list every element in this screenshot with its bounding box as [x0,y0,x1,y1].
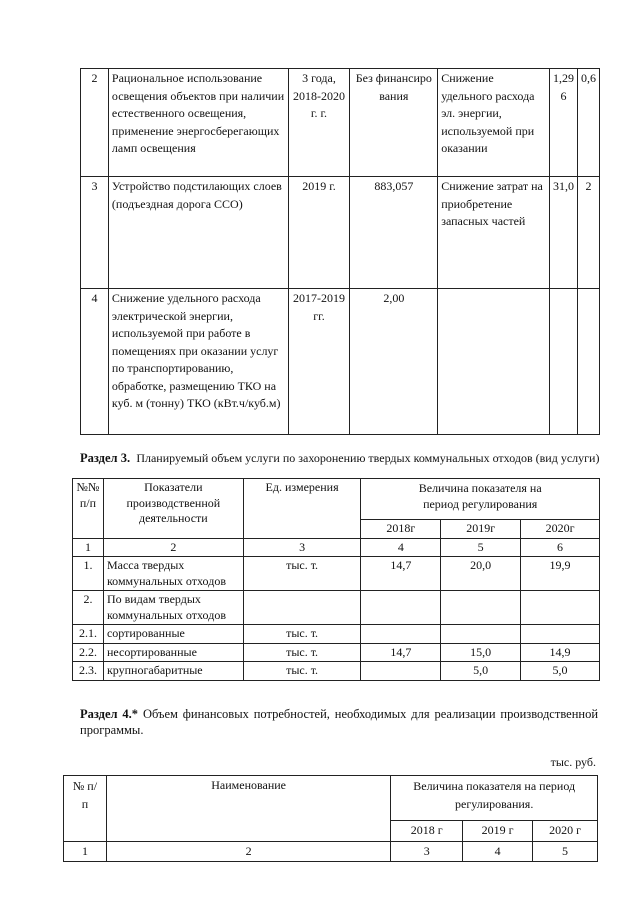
measure-value-2: 0,6 [577,69,599,177]
row-2019: 15,0 [441,643,521,662]
header-year-2018: 2018г [361,520,441,539]
measure-name: Устройство подстилающих слоев (подъездная дорога ССО) [108,177,288,289]
measure-name: Снижение удельного расхода электрической энергии, используемой при работе в помещениях при оказании услуг по транспортированию, обработке, размещению ТКО на куб. м (тонну) ТКО (кВт.ч/куб.м) [108,289,288,435]
header-num: № п/п [64,776,107,842]
header-indicator: Показатели производственной деятельности [103,479,243,539]
volume-table [72,478,600,681]
row-number: 2.3. [73,662,104,681]
colnum: 4 [463,841,533,862]
column-numbers-row [73,538,600,557]
measure-value-2: 2 [577,177,599,289]
row-unit: тыс. т. [243,643,361,662]
row-number: 4 [81,289,109,435]
row-number: 2 [81,69,109,177]
row-2018: 14,7 [361,643,441,662]
row-name: Масса твердых коммунальных отходов [103,557,243,591]
table-row [73,591,600,625]
measure-cost: 883,057 [350,177,438,289]
table-row [81,177,600,289]
row-number: 2.2. [73,643,104,662]
unit-note: тыс. руб. [550,755,596,769]
header-value: Величина показателя на период регулирования [361,479,600,520]
colnum: 5 [533,841,598,862]
colnum: 3 [243,538,361,557]
measure-period: 2017-2019 гг. [288,289,350,435]
section-4-label: Раздел 4.* [80,707,139,721]
section-4-heading [80,706,598,738]
header-value: Величина показателя на период регулирования. [391,776,598,821]
row-name: крупногабаритные [103,662,243,681]
row-name: сортированные [103,625,243,644]
measure-effect [438,289,550,435]
measure-effect: Снижение затрат на приобретение запасных частей [438,177,550,289]
table-row [73,662,600,681]
row-unit: тыс. т. [243,557,361,591]
row-unit: тыс. т. [243,625,361,644]
row-2018 [361,662,441,681]
table-row [81,289,600,435]
header-num: №№ п/п [73,479,104,539]
section-3-title: Планируемый объем услуги по захоронению твердых коммунальных отходов (вид услуги) [136,451,600,465]
row-number: 1. [73,557,104,591]
table-header-row [73,479,600,520]
row-2018: 14,7 [361,557,441,591]
colnum: 1 [73,538,104,557]
row-2018 [361,591,441,625]
measure-value-2 [577,289,599,435]
row-number: 2. [73,591,104,625]
row-2020 [521,625,600,644]
table-header-row [64,776,598,821]
section-3-label: Раздел 3. [80,451,131,465]
row-2019 [441,625,521,644]
colnum: 2 [106,841,390,862]
section-4-title: Объем финансовых потребностей, необходимых для реализации производственной программы. [80,707,599,737]
table-row [73,557,600,591]
row-name: По видам твердых коммунальных отходов [103,591,243,625]
column-numbers-row [64,841,598,862]
row-2019 [441,591,521,625]
table-row [73,625,600,644]
row-2020: 19,9 [521,557,600,591]
row-2019: 20,0 [441,557,521,591]
colnum: 2 [103,538,243,557]
header-year-2019: 2019 г [463,821,533,842]
measure-period: 3 года, 2018-2020 г. г. [288,69,350,177]
row-2020 [521,591,600,625]
table-row [73,643,600,662]
row-unit: тыс. т. [243,662,361,681]
colnum: 3 [391,841,463,862]
measures-table [80,68,600,435]
header-year-2020: 2020 г [533,821,598,842]
colnum: 1 [64,841,107,862]
measure-period: 2019 г. [288,177,350,289]
row-2020: 5,0 [521,662,600,681]
header-year-2018: 2018 г [391,821,463,842]
row-name: несортированные [103,643,243,662]
section-3-heading [80,450,599,466]
measure-cost: 2,00 [350,289,438,435]
header-name: Наименование [106,776,390,842]
row-2018 [361,625,441,644]
row-number: 2.1. [73,625,104,644]
header-unit: Ед. измерения [243,479,361,539]
row-2020: 14,9 [521,643,600,662]
table-row [81,69,600,177]
measure-value-1: 31,0 [550,177,578,289]
colnum: 5 [441,538,521,557]
measure-value-1 [550,289,578,435]
measure-effect: Снижение удельного расхода эл. энергии, используемой при оказании [438,69,550,177]
colnum: 4 [361,538,441,557]
row-2019: 5,0 [441,662,521,681]
row-number: 3 [81,177,109,289]
row-unit [243,591,361,625]
header-year-2020: 2020г [521,520,600,539]
measure-cost: Без финансирования [350,69,438,177]
colnum: 6 [521,538,600,557]
header-year-2019: 2019г [441,520,521,539]
finance-table [63,775,598,862]
measure-value-1: 1,296 [550,69,578,177]
measure-name: Рациональное использование освещения объектов при наличии естественного освещения, применение энергосберегающих ламп освещения [108,69,288,177]
